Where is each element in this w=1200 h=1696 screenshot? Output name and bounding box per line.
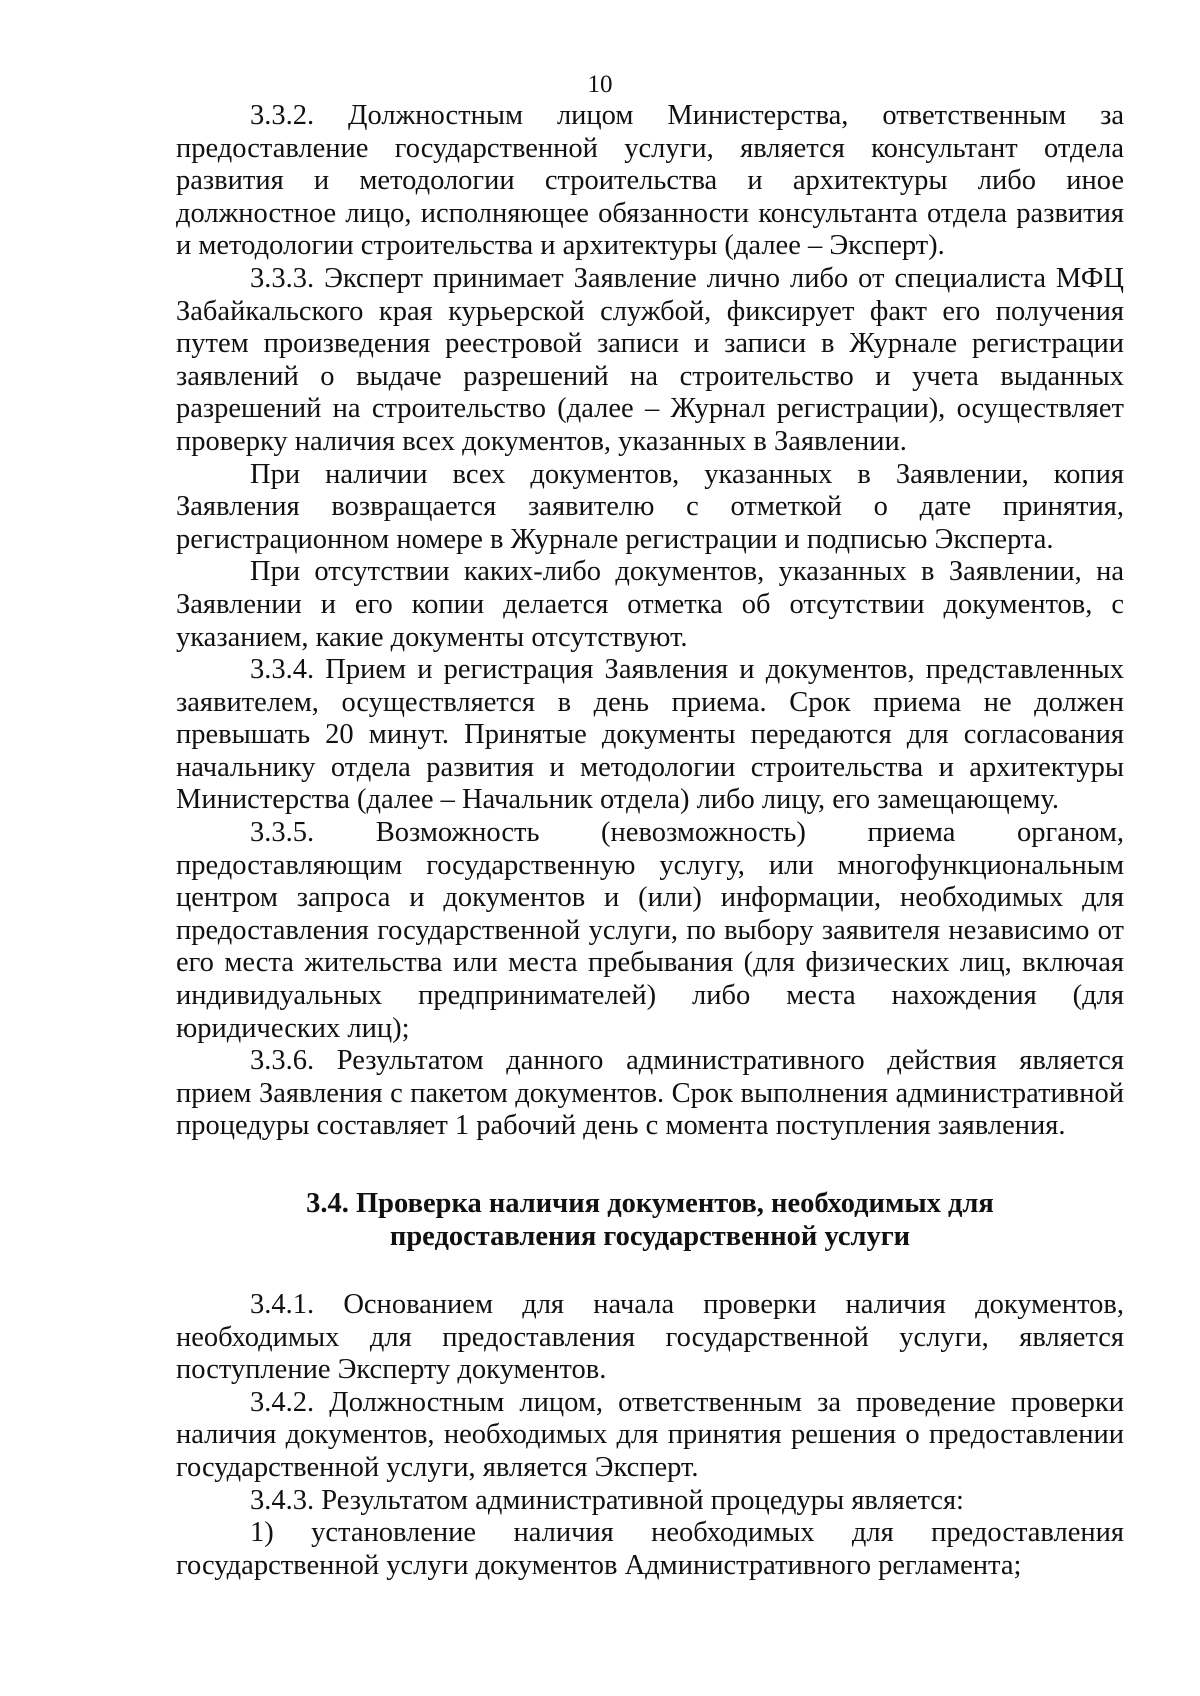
page-number: 10	[587, 71, 613, 98]
paragraph-3-3-2: 3.3.2. Должностным лицом Министерства, ответственным за предоставление государственной услуги, является консультант отдела развития и методологии строительства и архитектуры либо иное должностное лицо, исполняющее обязанности консультанта отдела развития и методологии строительства и архитектуры (далее – Эксперт).	[176, 100, 1124, 262]
body-text-section-3-3	[176, 100, 1124, 1143]
paragraph-3-3-4: 3.3.4. Прием и регистрация Заявления и документов, представленных заявителем, осуществляется в день приема. Срок приема не должен превышать 20 минут. Принятые документы передаются для согласования начальнику отдела развития и методологии строительства и архитектуры Министерства (далее – Начальник отдела) либо лицу, его замещающему.	[176, 654, 1124, 816]
section-heading-line-1: 3.4. Проверка наличия документов, необходимых для	[306, 1188, 994, 1219]
paragraph-3-3-6: 3.3.6. Результатом данного административного действия является прием Заявления с пакетом документов. Срок выполнения административной процедуры составляет 1 рабочий день с момента поступления заявления.	[176, 1045, 1124, 1142]
paragraph-documents-absent: При отсутствии каких-либо документов, указанных в Заявлении, на Заявлении и его копии делается отметка об отсутствии документов, с указанием, какие документы отсутствуют.	[176, 556, 1124, 653]
section-heading-line-2: предоставления государственной услуги	[389, 1221, 911, 1252]
paragraph-3-4-2: 3.4.2. Должностным лицом, ответственным за проведение проверки наличия документов, необходимых для принятия решения о предоставлении государственной услуги, является Эксперт.	[176, 1386, 1124, 1483]
section-heading-3-4	[176, 1187, 1124, 1253]
paragraph-3-4-3: 3.4.3. Результатом административной процедуры является:	[250, 1484, 964, 1516]
list-item-1: 1) установление наличия необходимых для предоставления государственной услуги документов Административного регламента;	[176, 1517, 1124, 1581]
body-text-section-3-4	[176, 1289, 1124, 1582]
paragraph-documents-present: При наличии всех документов, указанных в Заявлении, копия Заявления возвращается заявителю с отметкой о дате принятия, регистрационном номере в Журнале регистрации и подписью Эксперта.	[176, 458, 1124, 555]
paragraph-3-3-3: 3.3.3. Эксперт принимает Заявление лично либо от специалиста МФЦ Забайкальского края курьерской службой, фиксирует факт его получения путем произведения реестровой записи и записи в Журнале регистрации заявлений о выдаче разрешений на строительство и учета выданных разрешений на строительство (далее – Журнал регистрации), осуществляет проверку наличия всех документов, указанных в Заявлении.	[176, 262, 1124, 457]
paragraph-3-4-1: 3.4.1. Основанием для начала проверки наличия документов, необходимых для предоставления государственной услуги, является поступление Эксперту документов.	[176, 1289, 1124, 1386]
paragraph-3-3-5: 3.3.5. Возможность (невозможность) приема органом, предоставляющим государственную услугу, или многофункциональным центром запроса и документов и (или) информации, необходимых для предоставления государственной услуги, по выбору заявителя независимо от его места жительства или места пребывания (для физических лиц, включая индивидуальных предпринимателей) либо места нахождения (для юридических лиц);	[176, 817, 1124, 1044]
